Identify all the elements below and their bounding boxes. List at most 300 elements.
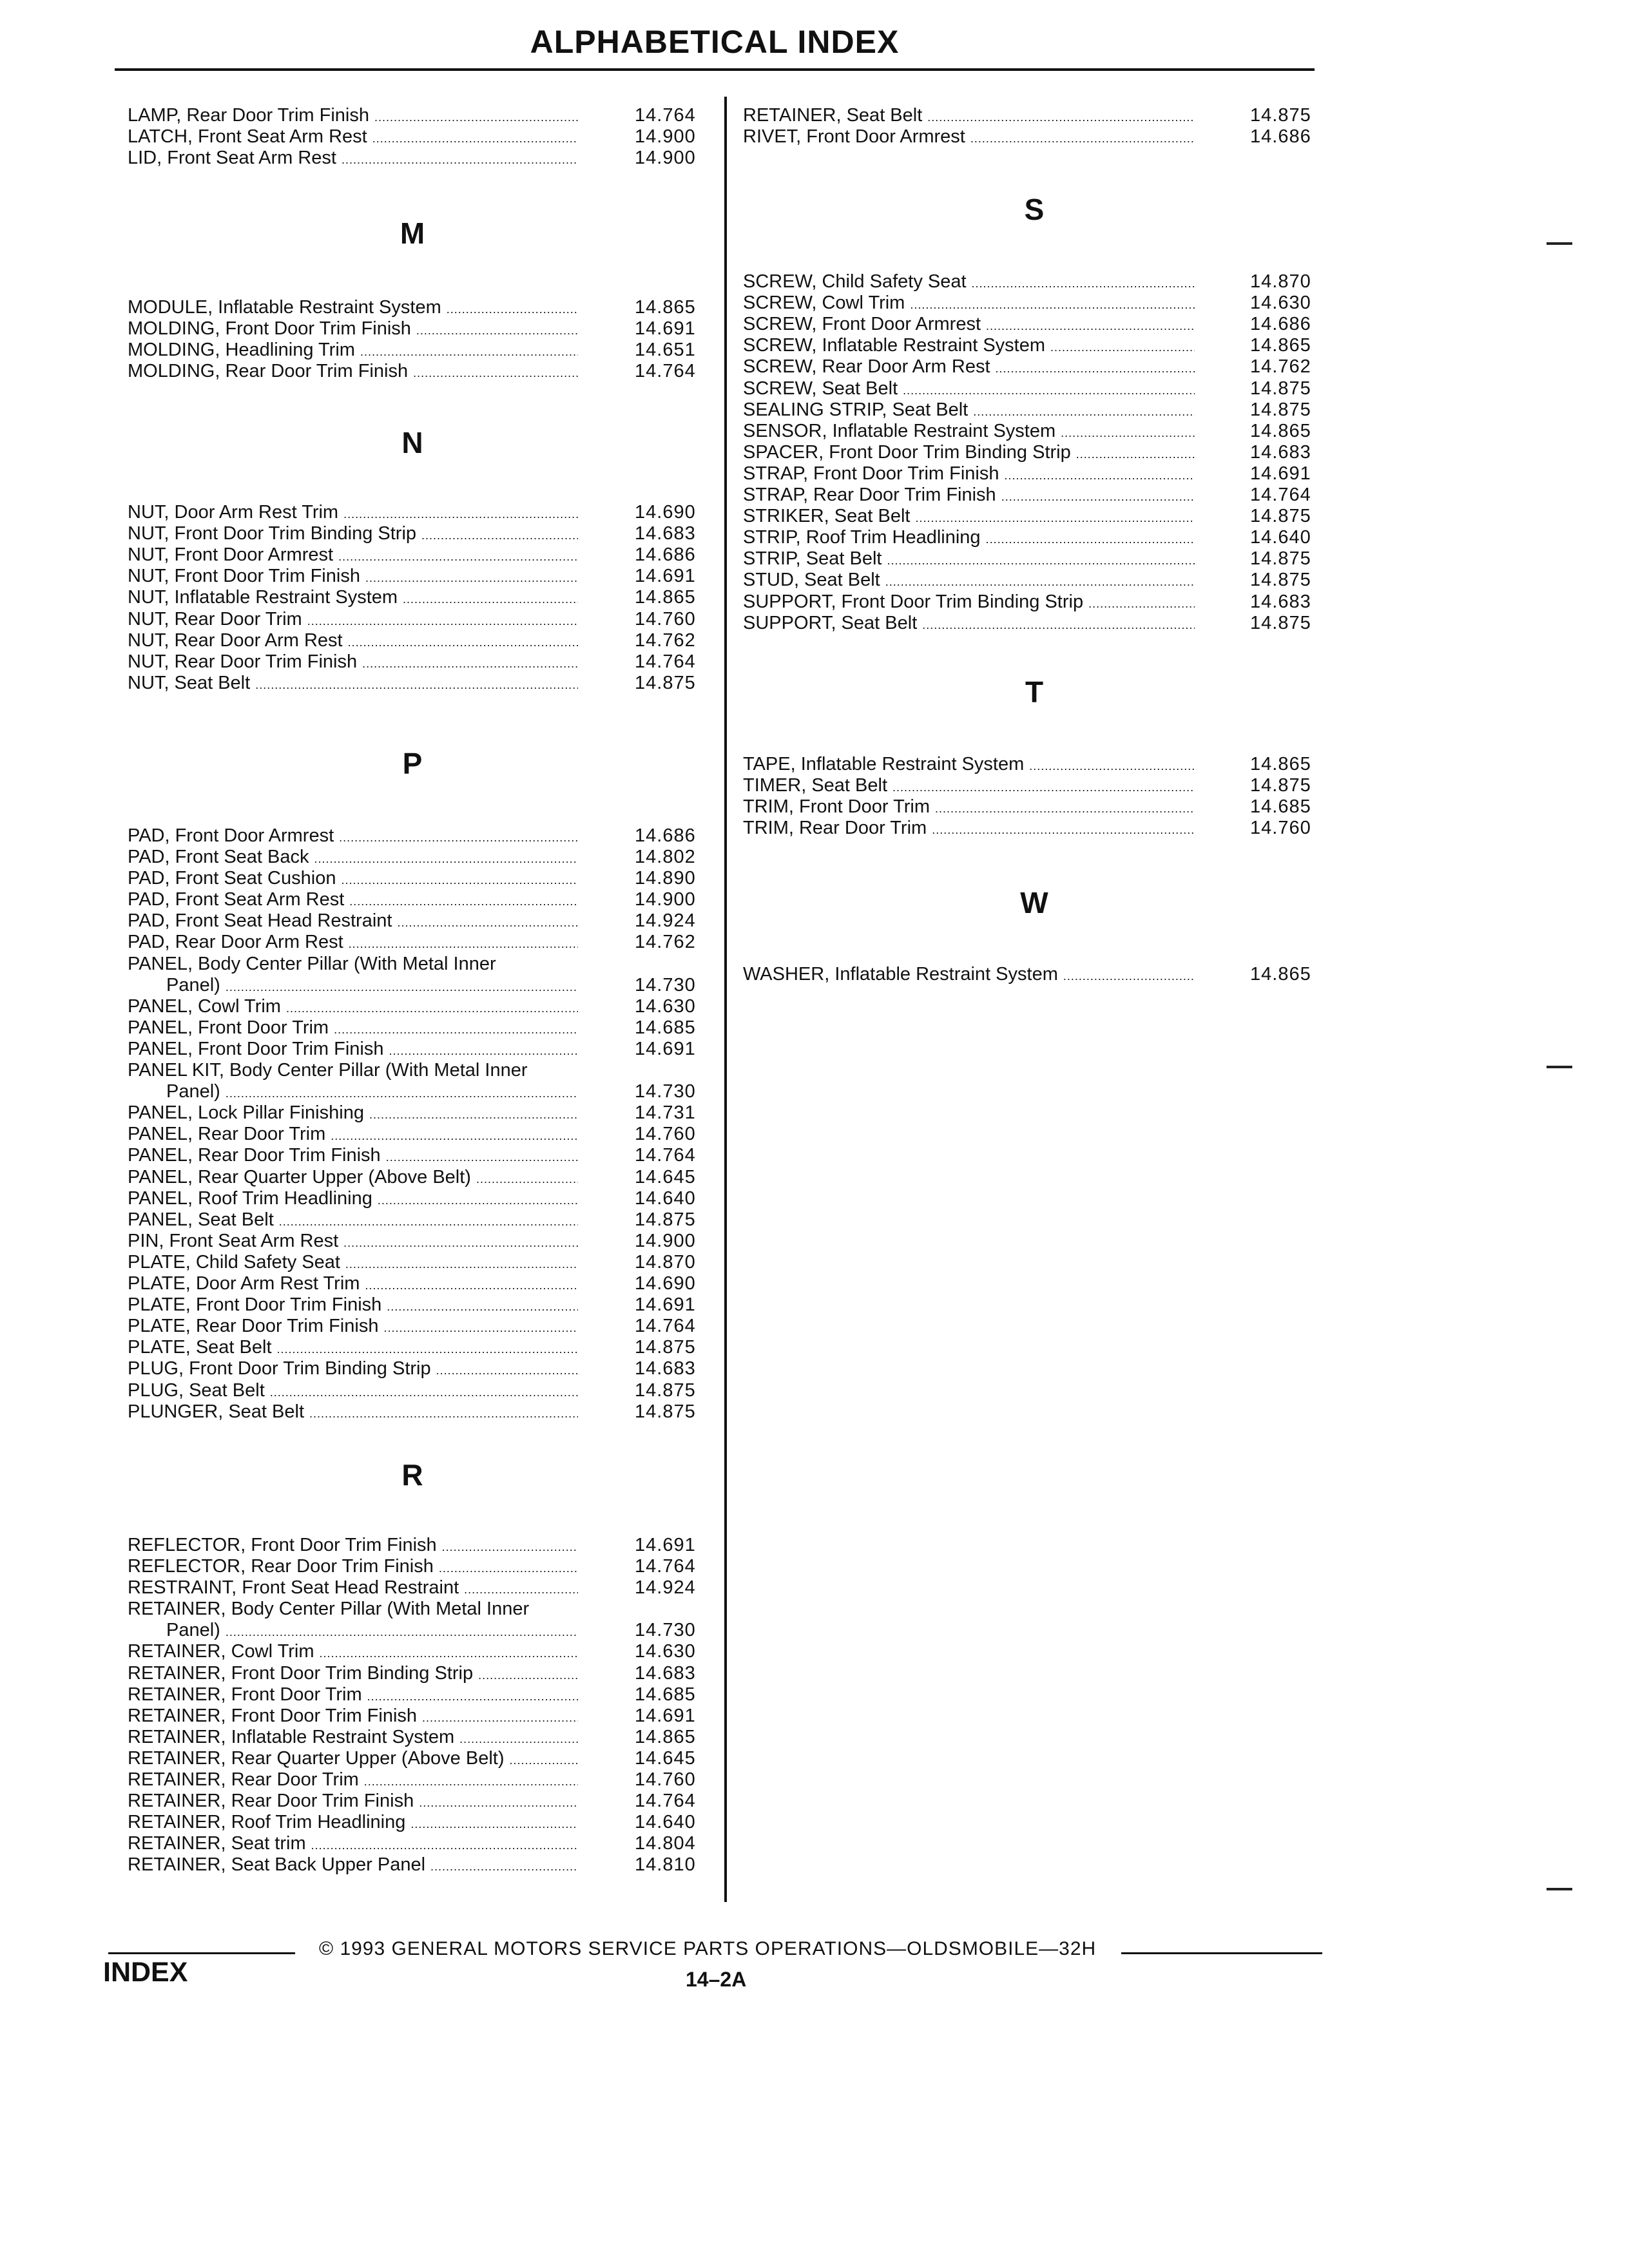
column-divider [724,97,727,1902]
index-entry [128,1337,583,1358]
entry-page-number [635,996,696,1017]
entry-page-number [635,340,696,361]
entry-name: RESTRAINT, Front Seat Head Restraint [128,1577,459,1598]
dot-leader [360,341,578,363]
index-entry [743,105,1200,126]
entry-page-number [635,105,696,126]
index-entry [128,630,583,651]
dot-leader [478,1665,578,1686]
entry-page-number [635,889,696,910]
page-ref: 14.804 [635,1833,696,1854]
page-ref: 14.810 [635,1854,696,1875]
entry-page-number [635,1252,696,1273]
page-title: ALPHABETICAL INDEX [530,24,900,60]
index-entry [743,126,1200,148]
title-rule [115,68,1315,71]
dot-leader [1061,423,1195,444]
index-entry [128,1294,583,1316]
index-entry [128,673,583,694]
index-entry [743,591,1200,613]
entry-name: PLUG, Seat Belt [128,1380,265,1401]
entry-page-number [635,1124,696,1145]
page-ref: 14.875 [1250,105,1311,126]
dot-leader [935,798,1195,820]
entry-continuation [166,975,583,996]
page-ref: 14.630 [635,996,696,1017]
section-letter-t: T [1025,675,1044,709]
page-ref: 14.875 [1250,570,1311,590]
entry-name: MODULE, Inflatable Restraint System [128,297,441,318]
entry-page-number [1250,314,1311,335]
page-ref: 14.683 [635,1358,696,1379]
dot-leader [421,525,578,546]
index-entry [743,399,1200,421]
dot-leader [348,632,578,653]
dot-leader [887,550,1195,572]
section-letter-r: R [401,1458,423,1492]
page-ref: 14.764 [635,1145,696,1166]
index-entry [128,1577,583,1599]
index-entry [128,609,583,630]
index-entry [128,1556,583,1577]
entry-page-number [1250,271,1311,293]
entry-name: PANEL, Cowl Trim [128,996,281,1017]
page-ref: 14.875 [1250,613,1311,633]
entry-page-number [635,361,696,382]
dot-leader [422,1707,578,1729]
dot-leader [903,380,1195,401]
entry-name: PANEL, Front Door Trim Finish [128,1039,384,1059]
index-entry [128,1017,583,1039]
index-entry [743,463,1200,485]
entry-name: SPACER, Front Door Trim Binding Strip [743,442,1071,463]
dot-leader [916,508,1195,529]
dot-leader [334,1019,578,1041]
entry-page-number [635,630,696,651]
dot-leader [270,1382,578,1403]
dot-leader [378,1190,578,1211]
dot-leader [973,401,1195,423]
entry-continuation [166,1620,583,1641]
index-entry [128,1706,583,1727]
page-ref: 14.691 [635,1039,696,1059]
entry-name: SCREW, Front Door Armrest [743,314,981,334]
entry-name: PANEL, Front Door Trim [128,1017,329,1038]
entry-page-number [635,673,696,694]
margin-mark [1547,1888,1572,1890]
page-ref: 14.875 [635,673,696,693]
dot-leader [339,827,578,849]
entry-name: PANEL, Rear Door Trim Finish [128,1145,381,1166]
page-ref: 14.870 [635,1252,696,1273]
page-ref: 14.683 [1250,442,1311,463]
entry-name: SCREW, Rear Door Arm Rest [743,356,990,377]
entry-name: NUT, Door Arm Rest Trim [128,502,339,523]
dot-leader [311,1835,578,1856]
index-entry [128,932,583,953]
index-entry [128,544,583,566]
entry-page-number [1250,485,1311,506]
index-entry [128,1380,583,1401]
entry-name: PAD, Front Seat Cushion [128,868,336,889]
entry-page-number [1250,399,1311,421]
page-ref: 14.730 [635,975,696,995]
entry-name: PANEL, Rear Quarter Upper (Above Belt) [128,1167,471,1187]
dot-leader [286,998,578,1019]
entry-name: RETAINER, Seat Back Upper Panel [128,1854,426,1875]
dot-leader [439,1558,578,1579]
entry-name: RETAINER, Roof Trim Headlining [128,1812,406,1832]
entry-name: RETAINER, Front Door Trim [128,1684,362,1705]
page-ref: 14.865 [1250,964,1311,985]
entry-page-number [635,847,696,868]
index-entry [128,1401,583,1423]
page-ref: 14.691 [635,318,696,339]
entry-name: PIN, Front Seat Arm Rest [128,1231,339,1251]
index-entry [128,1145,583,1166]
entry-page-number [635,1620,696,1641]
page-ref: 14.875 [635,1401,696,1422]
page-ref: 14.764 [635,1791,696,1811]
entry-page-number [635,1535,696,1556]
dot-leader [1001,486,1195,508]
entry-page-number [635,1039,696,1060]
entry-page-number [1250,378,1311,399]
entry-page-number [1250,442,1311,463]
entry-name: PLATE, Seat Belt [128,1337,272,1358]
entry-page-number [1250,463,1311,485]
index-entry [128,1252,583,1273]
entry-name: NUT, Rear Door Trim [128,609,302,629]
entry-page-number [635,609,696,630]
page-ref: 14.875 [635,1209,696,1230]
section-letter-n: N [401,426,423,459]
page-ref: 14.686 [635,544,696,565]
entry-continuation [166,1081,583,1102]
entry-page-number [635,1209,696,1231]
page-ref: 14.760 [635,1769,696,1790]
page-ref: 14.651 [635,340,696,360]
entry-name: PAD, Front Door Armrest [128,825,334,846]
page-ref: 14.690 [635,1273,696,1294]
index-entry [743,754,1200,775]
entry-continuation-text: Panel) [166,1620,220,1640]
dot-leader [1050,337,1195,358]
dot-leader [447,299,578,320]
entry-page-number [635,1727,696,1748]
entry-name: RETAINER, Front Door Trim Binding Strip [128,1663,474,1684]
entry-page-number [635,1167,696,1188]
index-entry [128,910,583,932]
page-ref: 14.870 [1250,271,1311,292]
entry-page-number [635,1663,696,1684]
entry-page-number [635,1017,696,1039]
entry-page-number [635,523,696,544]
entry-name: RETAINER, Seat trim [128,1833,306,1854]
index-entry [128,297,583,318]
entry-page-number [1250,506,1311,527]
entry-page-number [1250,570,1311,591]
page-ref: 14.875 [635,1380,696,1401]
page-ref: 14.764 [635,1316,696,1336]
entry-name: STUD, Seat Belt [743,570,880,590]
index-entry [128,340,583,361]
entry-name: RETAINER, Seat Belt [743,105,923,126]
dot-leader [387,1296,578,1318]
page-ref: 14.924 [635,910,696,931]
page-ref: 14.683 [635,1663,696,1684]
index-entry [128,1316,583,1337]
entry-page-number [635,1081,696,1102]
entry-name: PANEL, Roof Trim Headlining [128,1188,372,1209]
entry-page-number [635,1337,696,1358]
entry-page-number [635,932,696,953]
entry-name: REFLECTOR, Rear Door Trim Finish [128,1556,434,1577]
page-ref: 14.802 [635,847,696,867]
page-ref: 14.764 [635,651,696,672]
dot-leader [986,316,1195,337]
index-entry [128,1102,583,1124]
entry-page-number [635,910,696,932]
entry-name: SCREW, Child Safety Seat [743,271,967,292]
footer-copyright: © 1993 GENERAL MOTORS SERVICE PARTS OPERATIONS—OLDSMOBILE—32H [319,1938,1097,1959]
entry-page-number [635,1273,696,1294]
entry-name: PLATE, Front Door Trim Finish [128,1294,382,1315]
index-entry [743,964,1200,985]
page-ref: 14.865 [1250,754,1311,774]
index-entry [128,1748,583,1769]
dot-leader [365,1275,578,1296]
page-ref: 14.764 [635,105,696,126]
margin-mark [1547,1066,1572,1068]
page-ref: 14.691 [1250,463,1311,484]
page-ref: 14.865 [635,297,696,318]
dot-leader [367,1686,578,1707]
dot-leader [365,568,578,589]
entry-name: WASHER, Inflatable Restraint System [743,964,1058,985]
entry-page-number [635,651,696,673]
dot-leader [892,777,1195,798]
entry-name: PLATE, Rear Door Trim Finish [128,1316,379,1336]
index-entry [128,1854,583,1876]
index-entry [128,1039,583,1060]
dot-leader [416,320,578,341]
entry-page-number [1250,126,1311,148]
page-ref: 14.764 [635,1556,696,1577]
index-entry [128,1833,583,1854]
page-ref: 14.760 [635,609,696,629]
section-letter-w: W [1020,886,1048,919]
entry-name: PAD, Front Seat Arm Rest [128,889,345,910]
dot-leader [1088,593,1195,615]
index-entry [128,1060,583,1081]
entry-page-number [1250,293,1311,314]
page-ref: 14.875 [1250,548,1311,569]
index-entry [128,651,583,673]
entry-page-number [1250,775,1311,796]
entry-page-number [635,1684,696,1706]
entry-page-number [1250,964,1311,985]
dot-leader [386,1147,578,1168]
page-ref: 14.640 [1250,527,1311,548]
entry-name: RETAINER, Rear Door Trim Finish [128,1791,414,1811]
dot-leader [349,934,578,955]
index-entry [743,314,1200,335]
entry-page-number [1250,356,1311,378]
index-entry [743,421,1200,442]
entry-name: NUT, Seat Belt [128,673,251,693]
index-entry [128,825,583,847]
dot-leader [436,1360,578,1381]
dot-leader [510,1750,579,1771]
index-entry [743,356,1200,378]
index-entry [128,1791,583,1812]
dot-leader [410,1814,578,1835]
entry-name: PANEL, Seat Belt [128,1209,274,1230]
dot-leader [226,1622,578,1643]
entry-page-number [635,148,696,169]
entry-name: RETAINER, Body Center Pillar (With Metal Inner [128,1599,530,1619]
page-ref: 14.762 [635,932,696,952]
dot-leader [319,1643,578,1664]
page-ref: 14.691 [635,1294,696,1315]
entry-name: TIMER, Seat Belt [743,775,888,796]
entry-page-number [1250,613,1311,634]
dot-leader [430,1856,578,1878]
page-ref: 14.865 [1250,421,1311,441]
entry-name: PAD, Rear Door Arm Rest [128,932,343,952]
entry-page-number [635,1748,696,1769]
index-entry [743,271,1200,293]
dot-leader [910,294,1195,316]
index-entry [743,293,1200,314]
index-entry [743,485,1200,506]
entry-name: PLATE, Door Arm Rest Trim [128,1273,360,1294]
index-entry [128,126,583,148]
entry-name: MOLDING, Rear Door Trim Finish [128,361,409,381]
index-entry [128,1812,583,1833]
page-ref: 14.690 [635,502,696,523]
index-entry [743,335,1200,356]
index-entry [128,1684,583,1706]
dot-leader [464,1579,578,1600]
entry-page-number [635,566,696,587]
entry-page-number [635,297,696,318]
entry-page-number [635,587,696,608]
entry-page-number [635,1401,696,1423]
entry-name: LID, Front Seat Arm Rest [128,148,336,168]
page-ref: 14.875 [1250,506,1311,526]
dot-leader [277,1339,578,1360]
entry-name: STRIP, Seat Belt [743,548,882,569]
entry-name: TAPE, Inflatable Restraint System [743,754,1025,774]
entry-name: STRAP, Front Door Trim Finish [743,463,999,484]
entry-page-number [1250,421,1311,442]
page-ref: 14.645 [635,1748,696,1769]
entry-page-number [1250,818,1311,839]
index-entry [743,775,1200,796]
entry-page-number [635,1791,696,1812]
entry-name: NUT, Rear Door Arm Rest [128,630,343,651]
dot-leader [383,1318,578,1339]
entry-page-number [635,1833,696,1854]
index-entry [128,1358,583,1379]
entry-page-number [1250,591,1311,613]
dot-leader [389,1041,578,1062]
entry-continuation-text: Panel) [166,975,220,995]
index-entry [128,1535,583,1556]
index-entry [128,1188,583,1209]
page-ref: 14.686 [1250,314,1311,334]
page-ref: 14.900 [635,126,696,147]
dot-leader [349,891,578,912]
entry-name: RETAINER, Inflatable Restraint System [128,1727,455,1747]
dot-leader [255,675,578,696]
index-entry [128,105,583,126]
entry-page-number [1250,796,1311,818]
entry-name: STRIKER, Seat Belt [743,506,911,526]
footer-rule-left [108,1952,295,1954]
index-entry [743,442,1200,463]
section-letter-m: M [400,216,425,250]
page-ref: 14.900 [635,1231,696,1251]
index-entry [743,548,1200,570]
entry-name: SCREW, Seat Belt [743,378,898,399]
index-entry [128,318,583,340]
page-ref: 14.865 [635,587,696,608]
entry-name: RETAINER, Rear Door Trim [128,1769,359,1790]
page-ref: 14.875 [1250,775,1311,796]
page-ref: 14.924 [635,1577,696,1598]
dot-leader [342,149,578,171]
entry-name: NUT, Front Door Armrest [128,544,334,565]
index-entry [743,613,1200,634]
entry-page-number [635,1145,696,1166]
index-entry [128,889,583,910]
dot-leader [413,363,578,384]
entry-name: STRAP, Rear Door Trim Finish [743,485,996,505]
entry-name: LAMP, Rear Door Trim Finish [128,105,369,126]
entry-page-number [635,825,696,847]
entry-name: PANEL, Lock Pillar Finishing [128,1102,364,1123]
entry-name: SCREW, Cowl Trim [743,293,905,313]
index-entry [743,570,1200,591]
entry-name: MOLDING, Headlining Trim [128,340,355,360]
dot-leader [442,1537,578,1558]
dot-leader [374,107,578,128]
entry-name: NUT, Inflatable Restraint System [128,587,398,608]
entry-page-number [635,1316,696,1337]
dot-leader [338,546,578,568]
index-entry [128,1727,583,1748]
entry-page-number [635,1188,696,1209]
dot-leader [226,1083,578,1104]
dot-leader [1063,966,1195,987]
entry-name: RETAINER, Rear Quarter Upper (Above Belt) [128,1748,505,1769]
entry-page-number [635,126,696,148]
entry-name: LATCH, Front Seat Arm Rest [128,126,367,147]
page-ref: 14.691 [635,1535,696,1555]
entry-name: MOLDING, Front Door Trim Finish [128,318,411,339]
dot-leader [369,1104,578,1126]
index-entry [128,996,583,1017]
page-ref: 14.875 [635,1337,696,1358]
entry-name: STRIP, Roof Trim Headlining [743,527,981,548]
dot-leader [331,1126,578,1147]
entry-name: PANEL, Rear Door Trim [128,1124,326,1144]
page-ref: 14.762 [635,630,696,651]
entry-name: RETAINER, Cowl Trim [128,1641,314,1662]
